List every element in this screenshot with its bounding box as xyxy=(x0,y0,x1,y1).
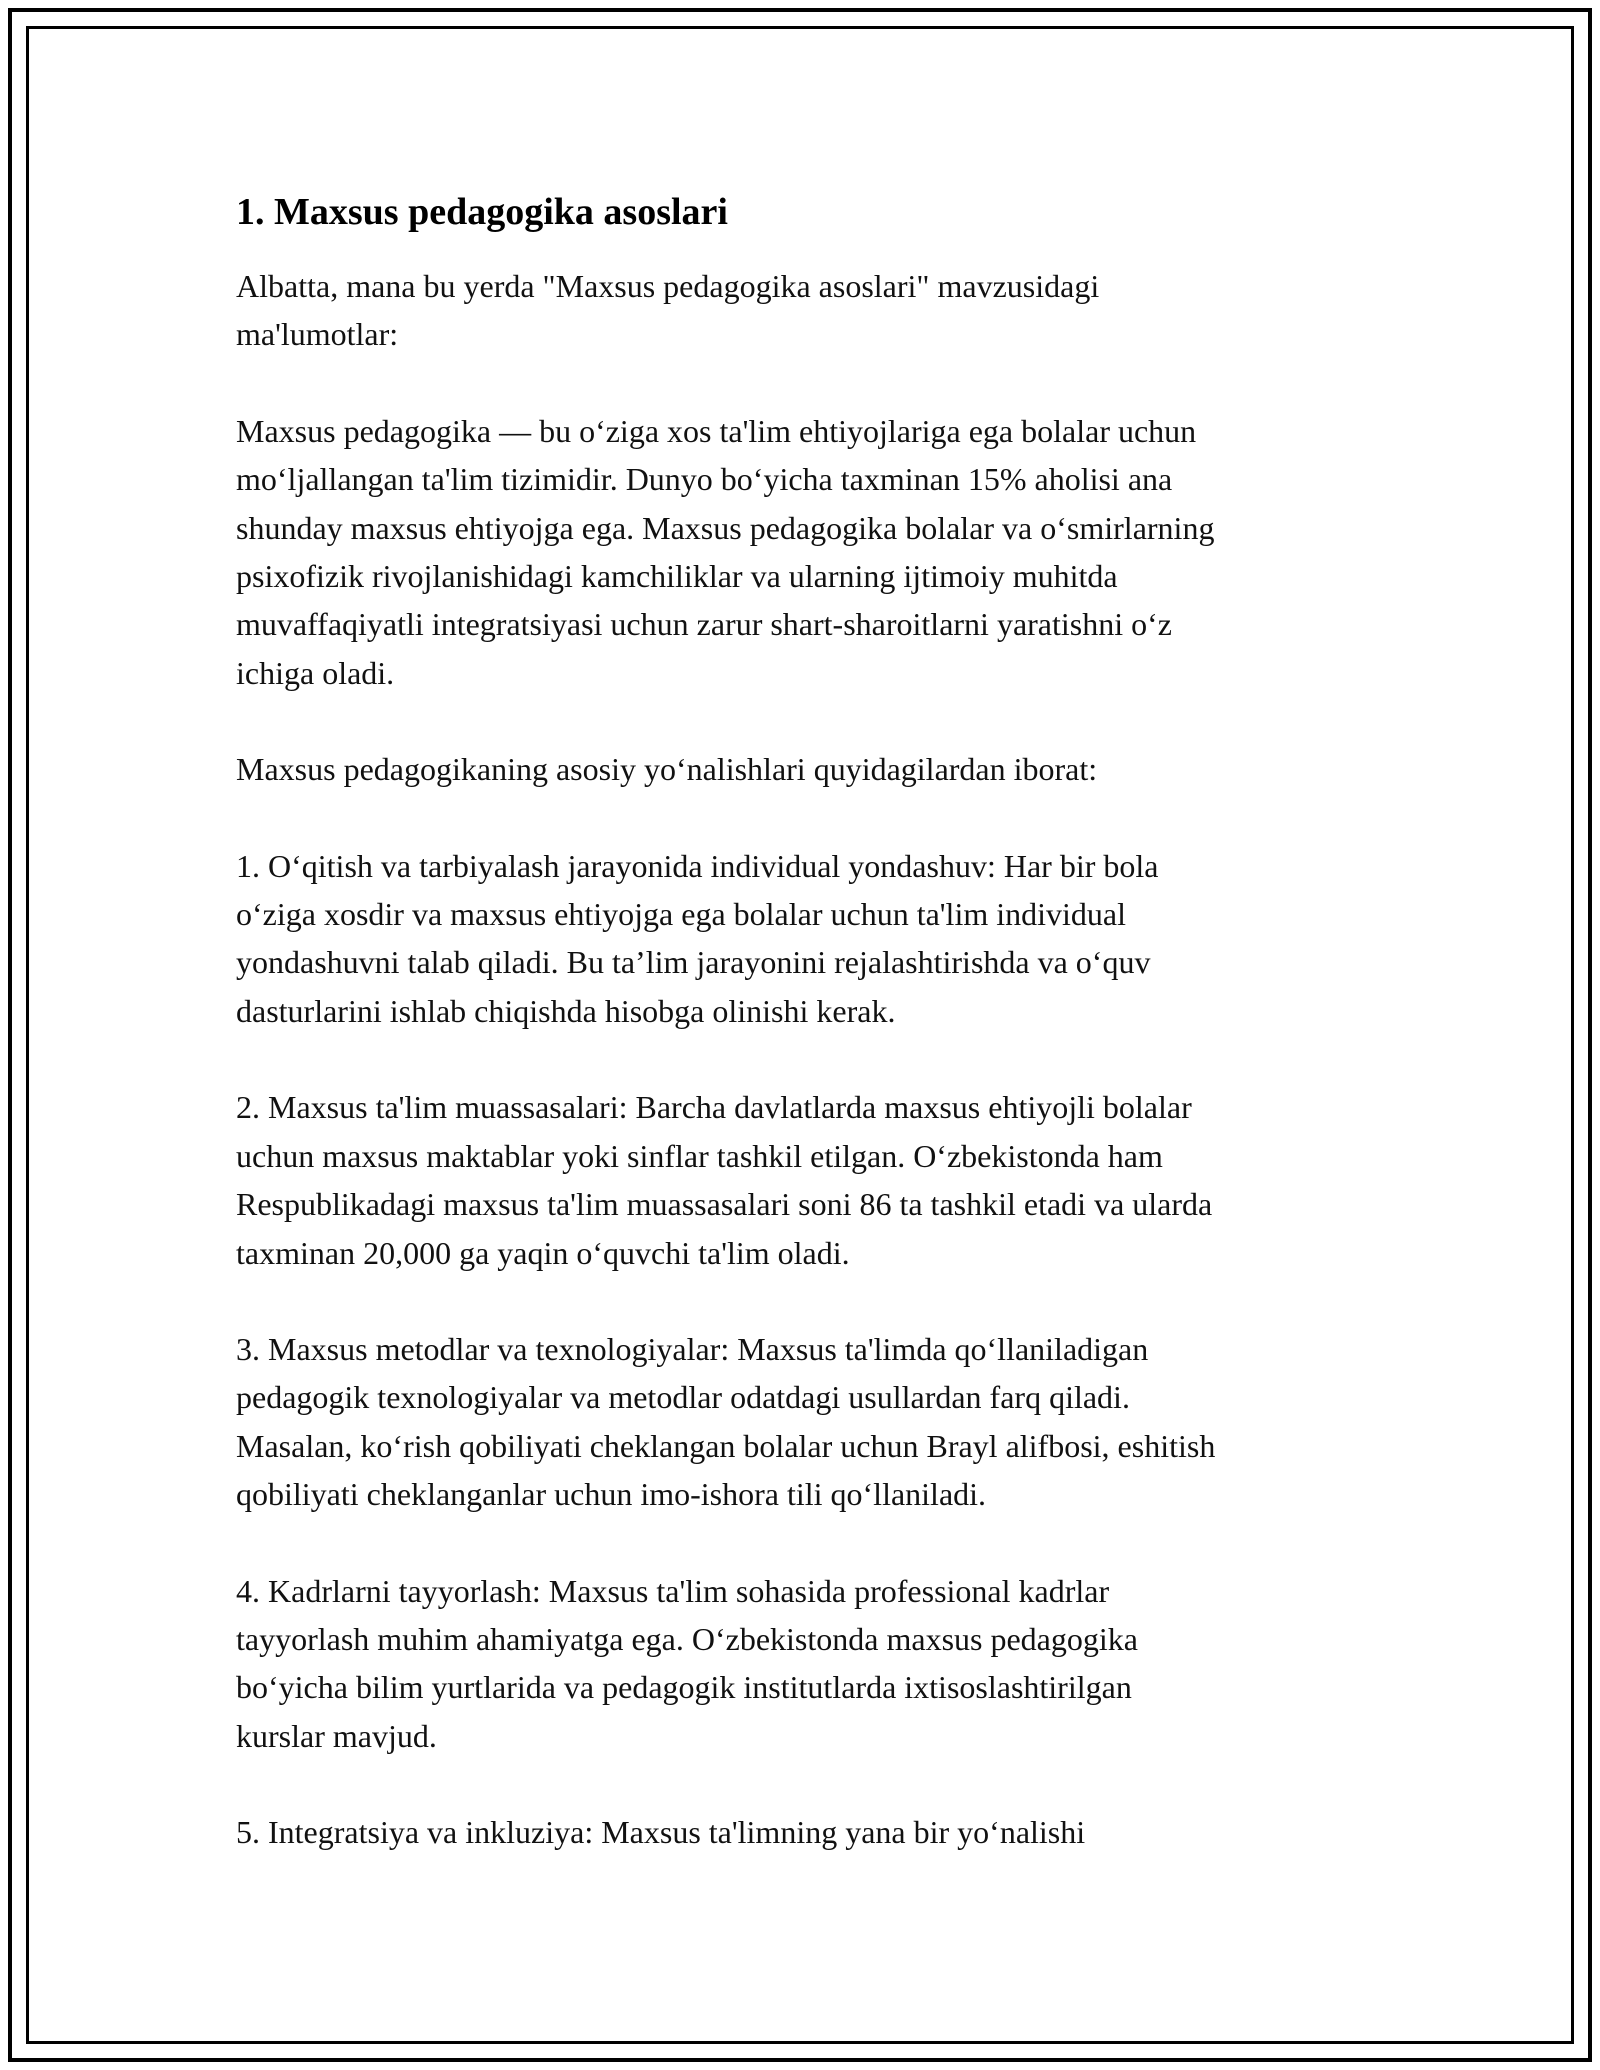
text-line: 5. Integratsiya va inkluziya: Maxsus ta'limning yana bir yo‘nalishi xyxy=(236,1814,1086,1851)
text-line: Maxsus pedagogika — bu o‘ziga xos ta'lim ehtiyojlariga ega bolalar uchun xyxy=(236,412,1197,449)
text-line: bo‘yicha bilim yurtlarida va pedagogik institutlarda ixtisoslashtirilgan xyxy=(236,1669,1132,1706)
text-line: Respublikadagi maxsus ta'lim muassasalari soni 86 ta tashkil etadi va ularda xyxy=(236,1186,1213,1223)
document-body xyxy=(236,186,1366,1857)
list-item-integration xyxy=(236,1808,1366,1856)
text-line: taxminan 20,000 ga yaqin o‘quvchi ta'lim oladi. xyxy=(236,1234,850,1271)
text-line: 4. Kadrlarni tayyorlash: Maxsus ta'lim sohasida professional kadrlar xyxy=(236,1572,1110,1609)
text-line: pedagogik texnologiyalar va metodlar odatdagi usullardan farq qiladi. xyxy=(236,1379,1130,1416)
document-title: 1. Maxsus pedagogika asoslari xyxy=(236,191,728,233)
list-item-staff-training xyxy=(236,1567,1366,1761)
text-line: shunday maxsus ehtiyojga ega. Maxsus pedagogika bolalar va o‘smirlarning xyxy=(236,509,1215,546)
text-line: Masalan, ko‘rish qobiliyati cheklangan bolalar uchun Brayl alifbosi, eshitish xyxy=(236,1427,1216,1464)
text-line: ma'lumotlar: xyxy=(236,316,399,353)
text-line: Albatta, mana bu yerda "Maxsus pedagogika asoslari" mavzusidagi xyxy=(236,268,1100,304)
text-line: 3. Maxsus metodlar va texnologiyalar: Maxsus ta'limda qo‘llaniladigan xyxy=(236,1330,1149,1367)
text-line: Maxsus pedagogikaning asosiy yo‘nalishlari quyidagilardan iborat: xyxy=(236,751,1098,788)
text-line: muvaffaqiyatli integratsiyasi uchun zarur shart-sharoitlarni yaratishni o‘z xyxy=(236,606,1172,643)
text-line: o‘ziga xosdir va maxsus ehtiyojga ega bolalar uchun ta'lim individual xyxy=(236,896,1126,933)
text-line: yondashuvni talab qiladi. Bu ta’lim jarayonini rejalashtirishda va o‘quv xyxy=(236,944,1151,981)
text-line: ichiga oladi. xyxy=(236,654,395,691)
paragraph-directions-intro xyxy=(236,745,1366,793)
text-line: qobiliyati cheklanganlar uchun imo-ishora tili qo‘llaniladi. xyxy=(236,1476,987,1513)
list-item-methods xyxy=(236,1325,1366,1519)
text-line: tayyorlash muhim ahamiyatga ega. O‘zbekistonda maxsus pedagogika xyxy=(236,1620,1138,1657)
paragraph-intro xyxy=(236,262,1366,359)
list-item-individual-approach xyxy=(236,842,1366,1036)
text-line: psixofizik rivojlanishidagi kamchiliklar va ularning ijtimoiy muhitda xyxy=(236,558,1118,595)
paragraph-definition xyxy=(236,407,1366,697)
text-line: uchun maxsus maktablar yoki sinflar tashkil etilgan. O‘zbekistonda ham xyxy=(236,1137,1163,1174)
list-item-institutions xyxy=(236,1083,1366,1277)
text-line: 1. O‘qitish va tarbiyalash jarayonida individual yondashuv: Har bir bola xyxy=(236,847,1159,884)
text-line: mo‘ljallangan ta'lim tizimidir. Dunyo bo‘yicha taxminan 15% aholisi ana xyxy=(236,461,1173,498)
text-line: dasturlarini ishlab chiqishda hisobga olinishi kerak. xyxy=(236,992,896,1029)
text-line: 2. Maxsus ta'lim muassasalari: Barcha davlatlarda maxsus ehtiyojli bolalar xyxy=(236,1089,1192,1126)
text-line: kurslar mavjud. xyxy=(236,1717,437,1754)
